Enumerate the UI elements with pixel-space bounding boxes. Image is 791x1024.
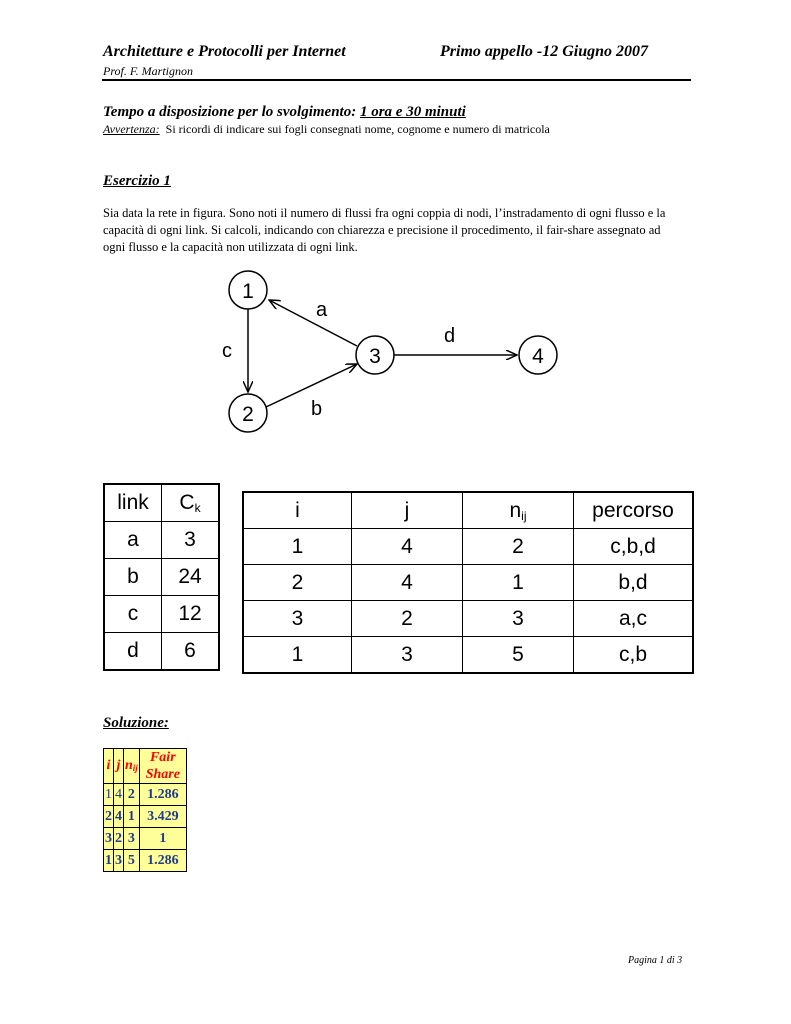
cell: 4 (352, 565, 463, 601)
cell: 1 (139, 828, 186, 850)
cell: b,d (574, 565, 694, 601)
exercise-text: Sia data la rete in figura. Sono noti il numero di flussi fra ogni coppia di nodi, l’instradamento di ogni flusso e la capacità di ogni link. Si calcoli, indicando con chiarezza e precisione il procedimento, il fair-share assegnato ad ogni flusso e la capacità non utilizzata di ogni link. (103, 206, 666, 254)
label-b: b (311, 398, 323, 420)
node-3 (356, 336, 394, 374)
col-j: j (352, 492, 463, 529)
cell: c (104, 596, 162, 633)
node-4 (519, 336, 557, 374)
network-diagram (200, 262, 580, 442)
col-nij: $n_{ij}$ (463, 492, 574, 529)
exercise-title: Esercizio 1 (103, 173, 171, 189)
table-row (104, 522, 219, 559)
link-capacity-table (103, 483, 220, 671)
table-row (104, 596, 219, 633)
flow-table (242, 491, 694, 674)
solution-title: Soluzione: (103, 715, 169, 731)
exam-date: Primo appello -12 Giugno 2007 (440, 43, 649, 60)
cell: b (104, 559, 162, 596)
col-nij: $n_{ij}$ (124, 749, 140, 784)
table-header-row (243, 492, 693, 529)
table-row (104, 806, 187, 828)
table-row (104, 559, 219, 596)
cell: 2 (124, 784, 140, 806)
cell: 2 (352, 601, 463, 637)
cell: 1 (243, 637, 352, 674)
cell: 3 (124, 828, 140, 850)
time-label: Tempo a disposizione per lo svolgimento: (103, 104, 357, 120)
cell: 5 (463, 637, 574, 674)
label-d: d (444, 325, 456, 347)
professor-name: Prof. F. Martignon (103, 64, 194, 78)
page-number: Pagina 1 di 3 (628, 955, 683, 966)
col-path: percorso (574, 492, 694, 529)
col-capacity: $C_k$ (162, 484, 220, 522)
course-title: Architetture e Protocolli per Internet (103, 43, 346, 60)
cell: 1 (243, 529, 352, 565)
table-row (243, 529, 693, 565)
cell: a (104, 522, 162, 559)
cell: 1 (104, 850, 114, 872)
cell: 3 (114, 850, 124, 872)
cell: 1 (124, 806, 140, 828)
col-j: j (114, 749, 124, 784)
svg-text:2: 2 (242, 403, 254, 426)
time-value: 1 ora e 30 minuti (359, 104, 466, 120)
cell: 4 (352, 529, 463, 565)
table-header-row (104, 484, 219, 522)
cell: 1 (104, 784, 114, 806)
cell: 6 (162, 633, 220, 671)
cell: 4 (114, 806, 124, 828)
table-row (243, 565, 693, 601)
header-divider (102, 79, 691, 81)
table-row (104, 784, 187, 806)
label-c: c (222, 340, 232, 362)
cell: 24 (162, 559, 220, 596)
cell: 5 (124, 850, 140, 872)
warning-text: Si ricordi di indicare sui fogli consegnati nome, cognome e numero di matricola (165, 122, 550, 136)
table-row (104, 828, 187, 850)
cell: 1.286 (139, 784, 186, 806)
cell: 3 (463, 601, 574, 637)
cell: 2 (104, 806, 114, 828)
warning-label: Avvertenza: (103, 122, 160, 136)
cell: 2 (114, 828, 124, 850)
svg-text:1: 1 (242, 280, 254, 303)
cell: 4 (114, 784, 124, 806)
table-row (104, 633, 219, 671)
edge-a (269, 300, 357, 346)
col-fair-share: Fair Share (139, 749, 186, 784)
warning (103, 122, 550, 137)
cell: 3 (162, 522, 220, 559)
cell: 3 (243, 601, 352, 637)
col-i: i (104, 749, 114, 784)
col-link: link (104, 484, 162, 522)
node-2 (229, 394, 267, 432)
node-1 (229, 271, 267, 309)
cell: c,b,d (574, 529, 694, 565)
time-allowed (103, 104, 466, 121)
col-i: i (243, 492, 352, 529)
table-row (243, 637, 693, 674)
table-row (243, 601, 693, 637)
table-header-row (104, 749, 187, 784)
cell: 1 (463, 565, 574, 601)
cell: 3 (352, 637, 463, 674)
svg-text:3: 3 (369, 345, 381, 368)
cell: 3.429 (139, 806, 186, 828)
cell: 12 (162, 596, 220, 633)
cell: 1.286 (139, 850, 186, 872)
solution-table (103, 748, 187, 872)
cell: 2 (463, 529, 574, 565)
cell: c,b (574, 637, 694, 674)
label-a: a (316, 299, 328, 321)
table-row (104, 850, 187, 872)
cell: a,c (574, 601, 694, 637)
svg-text:4: 4 (532, 345, 544, 368)
cell: 2 (243, 565, 352, 601)
cell: 3 (104, 828, 114, 850)
cell: d (104, 633, 162, 671)
